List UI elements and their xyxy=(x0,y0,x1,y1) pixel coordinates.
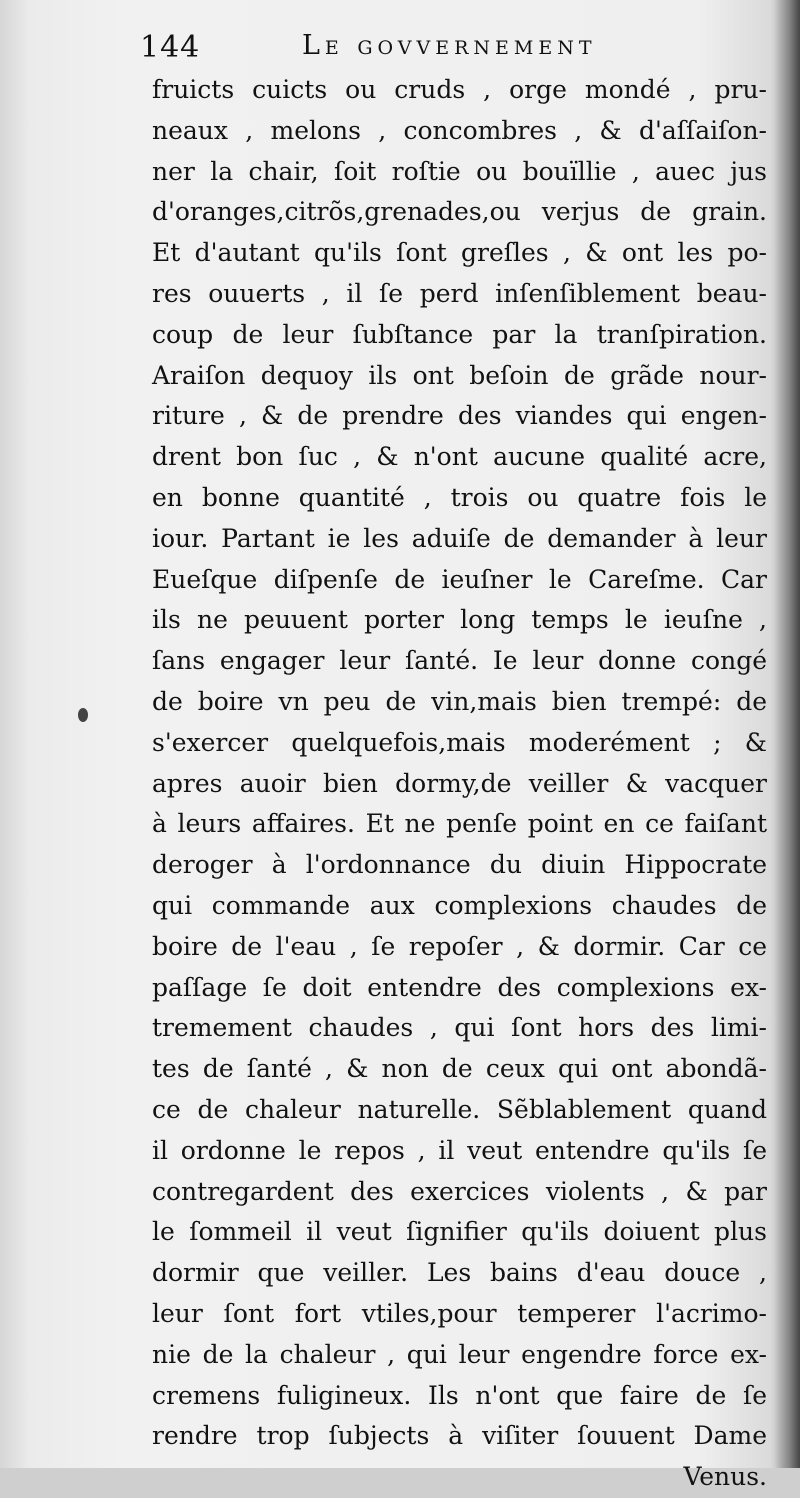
text-line: ils ne peuuent porter long temps le ieuſne , xyxy=(152,605,767,635)
text-line: Eueſque diſpenſe de ieuſner le Careſme. Car xyxy=(152,564,767,594)
page-number: 144 xyxy=(140,30,201,65)
running-title: Le govvernement xyxy=(302,30,597,61)
text-line: drent bon ſuc , & n'ont aucune qualité acre, xyxy=(152,442,767,472)
text-line: d'oranges,citrõs,grenades,ou verjus de grain. xyxy=(152,197,767,227)
text-line: dormir que veiller. Les bains d'eau douce , xyxy=(152,1258,767,1288)
text-line: paſſage ſe doit entendre des complexions ex- xyxy=(152,972,767,1002)
text-line: apres auoir bien dormy,de veiller & vacquer xyxy=(152,768,767,798)
text-line: tremement chaudes , qui ſont hors des limi- xyxy=(152,1013,767,1043)
text-line: fruicts cuicts ou cruds , orge mondé , pru- xyxy=(152,75,767,104)
text-line: Araiſon dequoy ils ont beſoin de grãde nour- xyxy=(152,360,767,390)
text-line: le ſommeil il veut ſignifier qu'ils doiuent plus xyxy=(152,1217,767,1247)
text-line: ce de chaleur naturelle. Sẽblablement quand xyxy=(152,1094,767,1124)
body-text xyxy=(152,70,767,1498)
ink-blot xyxy=(78,708,88,722)
text-line: à leurs affaires. Et ne penſe point en ce faiſant xyxy=(152,809,767,839)
text-line: Et d'autant qu'ils ſont greſles , & ont les po- xyxy=(152,238,767,268)
text-line: ner la chair, ſoit roſtie ou bouïllie , auec jus xyxy=(152,156,767,186)
text-line: coup de leur ſubſtance par la tranſpiration. xyxy=(152,319,767,349)
text-line: neaux , melons , concombres , & d'aſſaiſon- xyxy=(152,115,767,145)
binding-shadow xyxy=(774,0,800,1468)
text-line: res ouuerts , il ſe perd inſenſiblement beau- xyxy=(152,278,767,308)
text-line: ſans engager leur ſanté. Ie leur donne congé xyxy=(152,646,767,676)
catchword: Venus. xyxy=(683,1462,767,1492)
text-line: leur ſont fort vtiles,pour temperer l'acrimo- xyxy=(152,1298,767,1328)
text-line: nie de la chaleur , qui leur engendre force ex- xyxy=(152,1339,767,1369)
text-line: il ordonne le repos , il veut entendre qu'ils ſe xyxy=(152,1135,767,1165)
text-line: de boire vn peu de vin,mais bien trempé: de xyxy=(152,686,767,716)
page-header xyxy=(140,24,770,72)
text-line: rendre trop ſubjects à viſiter ſouuent Dame xyxy=(152,1421,767,1451)
text-line: contregardent des exercices violents , & par xyxy=(152,1176,767,1206)
text-line: cremens fuligineux. Ils n'ont que faire de ſe xyxy=(152,1380,767,1410)
text-line: deroger à l'ordonnance du diuin Hippocrate xyxy=(152,850,767,880)
text-line: qui commande aux complexions chaudes de xyxy=(152,890,767,920)
text-line: s'exercer quelquefois,mais moderément ; & xyxy=(152,727,767,757)
text-line: boire de l'eau , ſe repoſer , & dormir. Car ce xyxy=(152,931,767,961)
text-line: tes de ſanté , & non de ceux qui ont abondã- xyxy=(152,1054,767,1084)
text-line: iour. Partant ie les aduiſe de demander à leur xyxy=(152,523,767,553)
text-line: riture , & de prendre des viandes qui engen- xyxy=(152,401,767,431)
text-line: en bonne quantité , trois ou quatre fois le xyxy=(152,482,767,512)
